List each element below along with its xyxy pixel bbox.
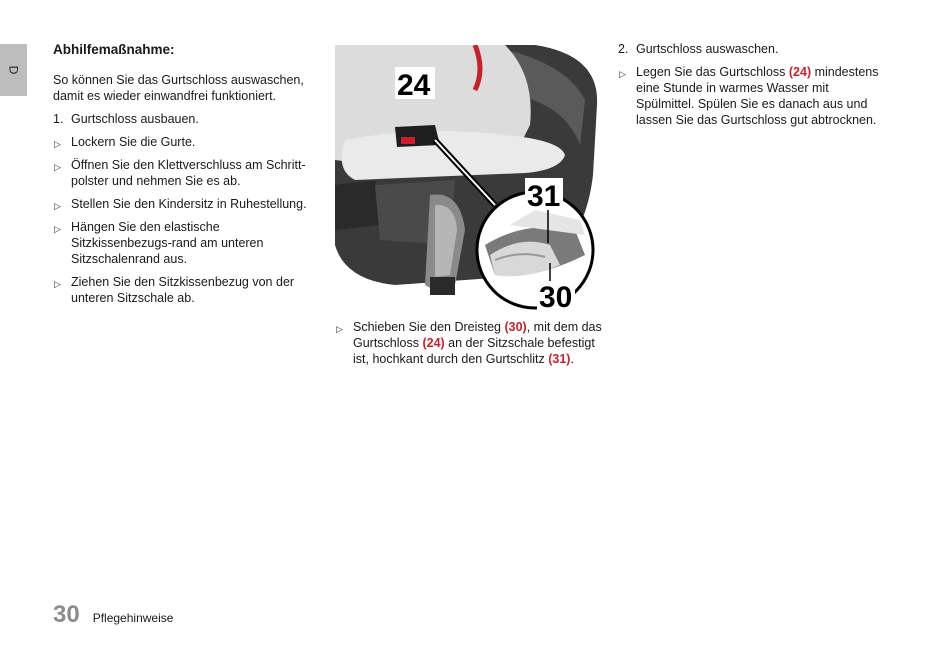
step-text: Gurtschloss auswaschen. [636,42,779,56]
triangle-bullet-icon: ▷ [54,139,61,149]
step-number: 2. [618,42,629,56]
bullet-item [53,134,315,150]
bullet-item [53,219,315,267]
illustration-svg [335,45,600,310]
bullet-item [335,319,605,367]
triangle-bullet-icon: ▷ [54,162,61,172]
callout-label-24: 24 [397,69,431,102]
section-title: Pflegehinweise [92,611,174,625]
step-number: 1. [53,112,64,126]
step-2 [618,41,888,57]
bullet-text: Stellen Sie den Kindersitz in Ruhestellung. [71,197,307,211]
callout-label-31: 31 [527,180,561,213]
reference-30: (30) [504,320,527,334]
bullet-text: Ziehen Sie den Sitzkissenbezug von der unteren Sitzschale ab. [71,275,295,305]
language-tab-label: D [6,65,21,75]
step-1 [53,111,315,127]
triangle-bullet-icon: ▷ [54,279,61,289]
reference-31: (31) [548,352,571,366]
triangle-bullet-icon: ▷ [54,224,61,234]
language-tab [0,44,27,96]
left-column [53,42,315,313]
page-number: 30 [53,601,80,628]
section-heading: Abhilfemaßnahme: [53,42,175,57]
bullet-item [53,196,315,212]
callout-label-30: 30 [539,281,573,310]
triangle-bullet-icon: ▷ [54,201,61,211]
reference-24: (24) [422,336,445,350]
reference-24: (24) [788,65,812,79]
middle-column [335,319,605,374]
bullet-text: Legen Sie das Gurtschloss (24) mindestens eine Stunde in warmes Wasser mit Spülmittel. Spülen Sie es danach aus und lassen Sie das Gurtschloss gut abtrocknen. [636,65,879,127]
bullet-item [53,274,315,306]
bullet-text: Lockern Sie die Gurte. [71,135,196,149]
triangle-bullet-icon: ▷ [336,324,343,334]
bullet-item [53,157,315,189]
bullet-text: Schieben Sie den Dreisteg (30), mit dem das Gurtschloss (24) an der Sitzschale befestigt ist, hochkant durch den Gurtschlitz (31). [353,320,602,366]
child-seat-buckle-illustration [335,45,600,310]
intro-paragraph: So können Sie das Gurtschloss auswaschen, damit es wieder einwandfrei funktioniert. [53,73,304,103]
step-text: Gurtschloss ausbauen. [71,112,199,126]
bullet-text: Öffnen Sie den Klettverschluss am Schritt-polster und nehmen Sie es ab. [71,158,306,188]
page-footer [53,601,173,629]
right-column [618,41,888,135]
bullet-item [618,64,888,128]
bullet-text: Hängen Sie den elastische Sitzkissenbezugs-rand am unteren Sitzschalenrand aus. [71,220,264,266]
triangle-bullet-icon: ▷ [619,69,626,79]
